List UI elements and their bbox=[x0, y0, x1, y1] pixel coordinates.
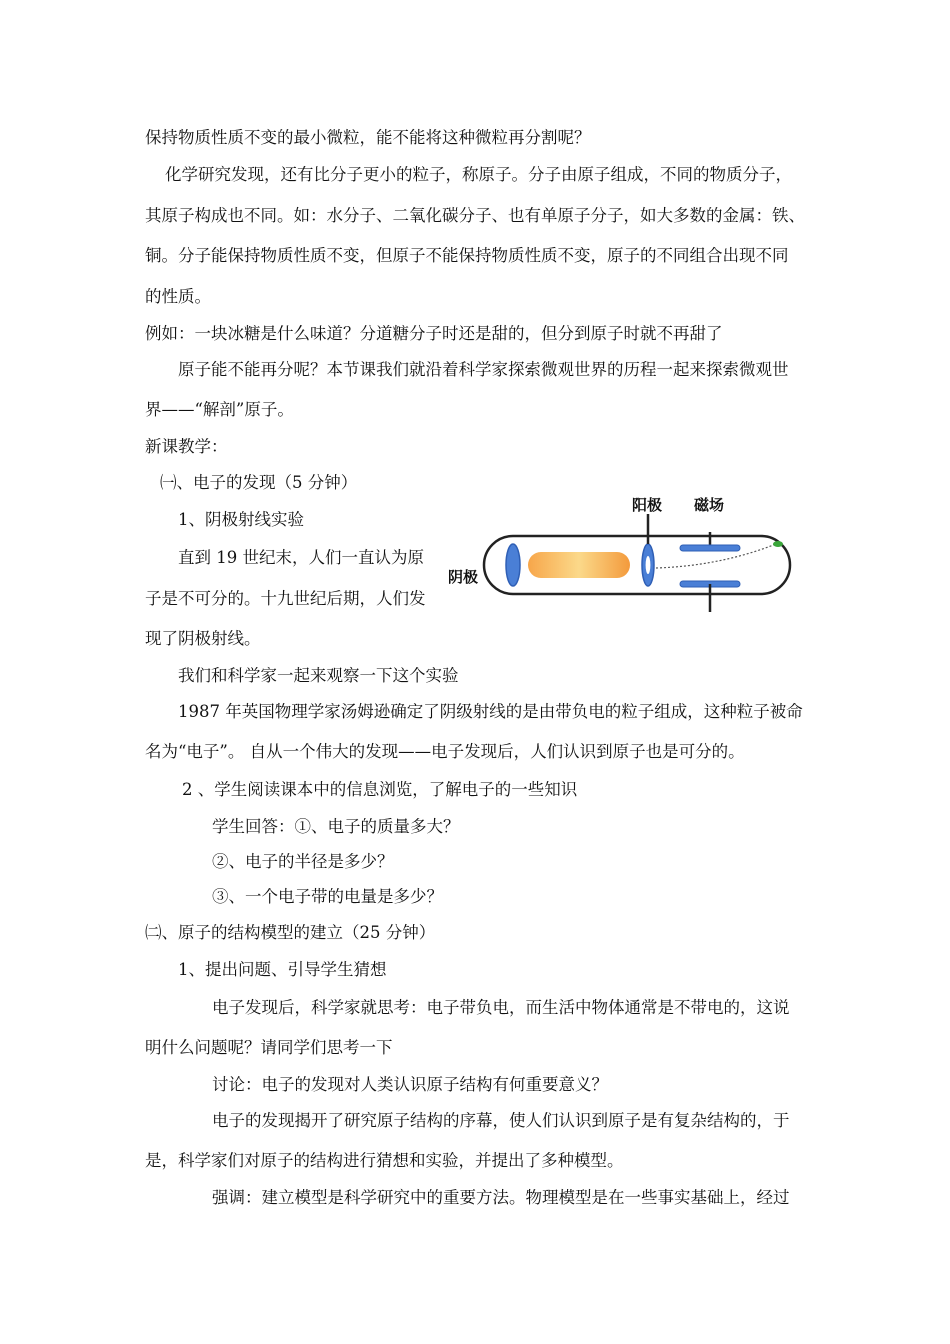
text-line: 讨论：电子的发现对人类认识原子结构有何重要意义？ bbox=[212, 1075, 608, 1094]
subsection-heading: 1、提出问题、引导学生猜想 bbox=[178, 960, 387, 979]
text-line: 现了阴极射线。 bbox=[145, 629, 261, 648]
label-cathode: 阴极 bbox=[448, 568, 479, 586]
text-line: 界——“解剖”原子。 bbox=[145, 400, 294, 419]
anode-slit bbox=[646, 556, 651, 574]
text-line: 其原子构成也不同。如：水分子、二氧化碳分子、也有单原子分子，如大多数的金属：铁、 bbox=[145, 206, 805, 225]
text-line: 1987 年英国物理学家汤姆逊确定了阴级射线的是由带负电的粒子组成，这种粒子被命 bbox=[178, 702, 803, 721]
cathode-ray-tube-diagram bbox=[440, 492, 800, 624]
label-magnetic-field: 磁场 bbox=[694, 496, 725, 514]
text-line: 化学研究发现，还有比分子更小的粒子，称原子。分子由原子组成，不同的物质分子， bbox=[165, 165, 792, 184]
text-line: 电子的发现揭开了研究原子结构的序幕，使人们认识到原子是有复杂结构的，于 bbox=[212, 1111, 790, 1130]
text-line: 例如：一块冰糖是什么味道？分道糖分子时还是甜的，但分到原子时就不再甜了 bbox=[145, 324, 723, 343]
subsection-heading: 2 、学生阅读课本中的信息浏览，了解电子的一些知识 bbox=[182, 780, 578, 799]
text-line: 强调：建立模型是科学研究中的重要方法。物理模型是在一些事实基础上，经过 bbox=[212, 1188, 790, 1207]
text-line: 保持物质性质不变的最小微粒，能不能将这种微粒再分割呢？ bbox=[145, 128, 591, 147]
cathode-ray-tube-figure bbox=[440, 492, 800, 624]
fluorescent-spot bbox=[773, 541, 783, 547]
text-line: 子是不可分的。十九世纪后期，人们发 bbox=[145, 589, 426, 608]
section-heading: ㈡、原子的结构模型的建立（25 分钟） bbox=[145, 923, 436, 942]
text-line: 学生回答：①、电子的质量多大？ bbox=[212, 817, 460, 836]
text-line: 名为“电子”。 自从一个伟大的发现——电子发现后，人们认识到原子也是可分的。 bbox=[145, 742, 745, 761]
glowing-beam bbox=[528, 552, 630, 578]
text-line: ③、一个电子带的电量是多少？ bbox=[212, 887, 443, 906]
cathode-electrode bbox=[506, 544, 520, 586]
label-anode: 阳极 bbox=[632, 496, 663, 514]
text-line: 我们和科学家一起来观察一下这个实验 bbox=[178, 666, 459, 685]
text-line: 原子能不能再分呢？本节课我们就沿着科学家探索微观世界的历程一起来探索微观世 bbox=[178, 360, 789, 379]
upper-magnet-plate bbox=[680, 545, 740, 551]
text-line: 直到 19 世纪末，人们一直认为原 bbox=[178, 548, 424, 567]
text-line: ②、电子的半径是多少？ bbox=[212, 852, 394, 871]
text-line: 是，科学家们对原子的结构进行猜想和实验，并提出了多种模型。 bbox=[145, 1151, 624, 1170]
section-heading: ㈠、电子的发现（5 分钟） bbox=[160, 473, 358, 492]
text-line: 的性质。 bbox=[145, 287, 211, 306]
text-line: 电子发现后，科学家就思考：电子带负电，而生活中物体通常是不带电的，这说 bbox=[212, 998, 790, 1017]
text-line: 明什么问题呢？请同学们思考一下 bbox=[145, 1038, 393, 1057]
subsection-heading: 1、阴极射线实验 bbox=[178, 510, 304, 529]
section-heading: 新课教学： bbox=[145, 437, 228, 456]
text-line: 铜。分子能保持物质性质不变，但原子不能保持物质性质不变，原子的不同组合出现不同 bbox=[145, 246, 789, 265]
